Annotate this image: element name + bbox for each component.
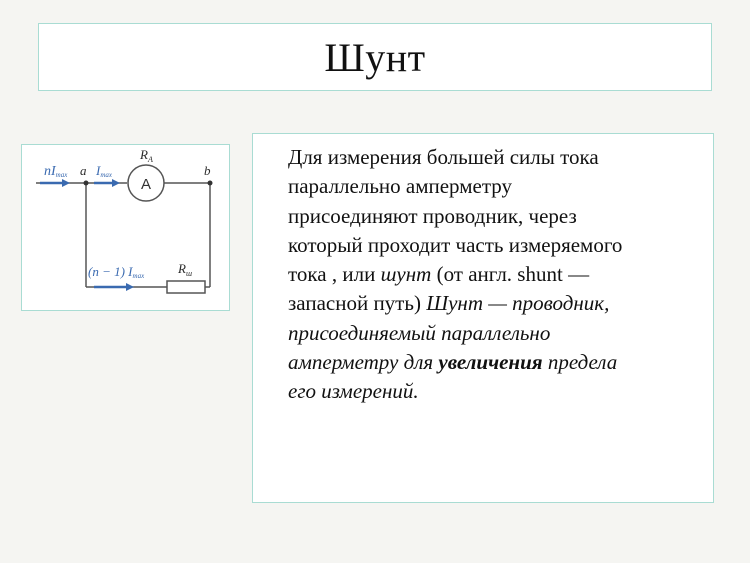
shunt-resistor <box>167 281 205 293</box>
label-shunt-current: (n − 1) Imax <box>88 264 145 280</box>
arrow-ammeter-head <box>112 179 120 187</box>
label-r-a: $R_A$ <box>140 147 153 164</box>
emphasis-increase: увеличения <box>438 350 543 375</box>
node-a-dot <box>84 181 89 186</box>
text-line-5 <box>288 260 700 289</box>
label-node-b: b <box>204 163 211 178</box>
label-n-i: nImax <box>44 164 68 179</box>
text-line-6a: запасной путь) <box>288 291 427 316</box>
text-line-8a: амперметру для <box>288 350 439 375</box>
text-line-6 <box>288 289 700 318</box>
explanation-box <box>252 133 714 503</box>
circuit-svg <box>22 145 229 310</box>
text-line-5a: тока , или <box>288 262 381 287</box>
label-r-shunt: $R_ш$ <box>178 261 192 278</box>
text-line-8c: предела <box>542 350 618 375</box>
definition-start: Шунт — проводник, <box>426 291 610 316</box>
text-line-4: который проходит часть измеряемого <box>288 232 623 257</box>
slide-title: Шунт <box>324 34 426 80</box>
shunt-circuit-diagram <box>21 144 230 311</box>
term-shunt: шунт <box>380 262 432 287</box>
text-line-2: параллельно амперметру <box>288 174 513 199</box>
ammeter-letter: A <box>140 176 152 193</box>
explanation-paragraph <box>288 143 700 407</box>
node-b-dot <box>208 181 213 186</box>
arrow-shunt-head <box>126 283 134 291</box>
arrow-in-head <box>62 179 70 187</box>
text-line-9: его измерений. <box>288 379 419 404</box>
label-i-ammeter: Imax <box>96 163 113 179</box>
text-line-8 <box>288 348 700 377</box>
text-line-1: Для измерения большей силы тока <box>288 145 599 169</box>
title-box <box>38 23 712 91</box>
text-line-7: присоединяемый параллельно <box>288 320 551 345</box>
text-line-5c: (от англ. shunt — <box>431 262 590 287</box>
label-node-a: a <box>80 163 87 178</box>
text-line-3: присоединяют проводник, через <box>288 203 577 228</box>
